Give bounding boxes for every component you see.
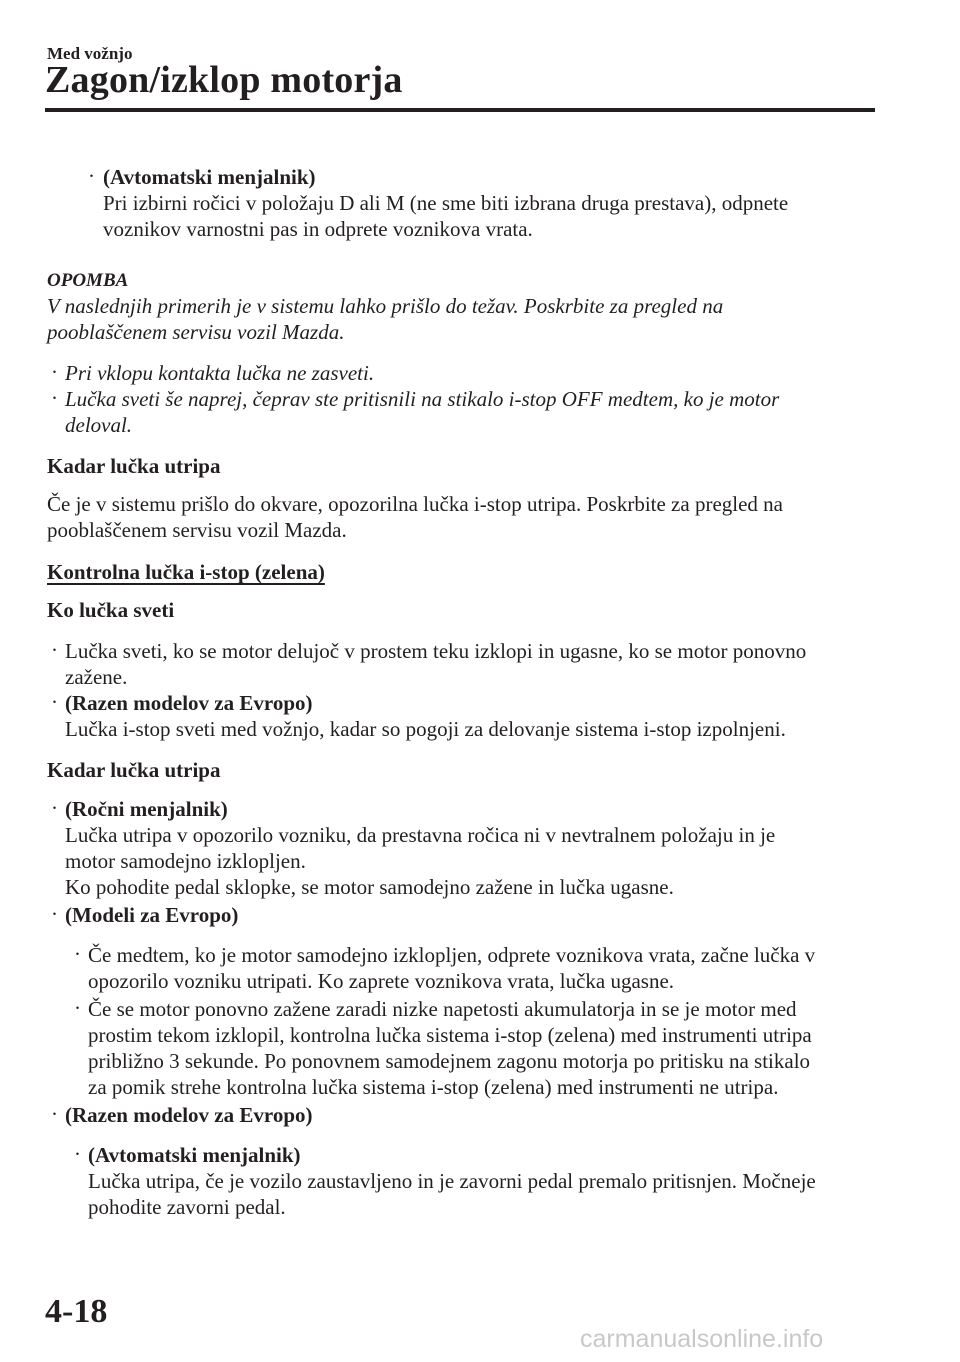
bullet-dot: · xyxy=(51,638,58,662)
bullet-line: Ko pohodite pedal sklopke, se motor samodejno zažene in lučka ugasne. xyxy=(65,875,674,899)
bullet-dot: · xyxy=(74,996,81,1020)
paragraph-line: Če je v sistemu prišlo do okvare, opozorilna lučka i-stop utripa. Poskrbite za pregled na xyxy=(47,492,783,516)
title-divider xyxy=(45,108,875,112)
bullet-line: Lučka sveti, ko se motor delujoč v prostem teku izklopi in ugasne, ko se motor ponovno xyxy=(65,639,807,663)
page-number: 4-18 xyxy=(45,1293,108,1330)
note-line: pooblaščenem servisu vozil Mazda. xyxy=(47,320,345,344)
bullet-line: Lučka i-stop sveti med vožnjo, kadar so pogoji za delovanje sistema i-stop izpolnjeni. xyxy=(65,717,786,741)
sub-bullet-line: Če se motor ponovno zažene zaradi nizke napetosti akumulatorja in se je motor med xyxy=(88,997,797,1021)
bullet-label: (Razen modelov za Evropo) xyxy=(65,691,313,715)
note-line: V naslednjih primerih je v sistemu lahko prišlo do težav. Poskrbite za pregled na xyxy=(47,294,724,318)
note-bullet-line: Lučka sveti še naprej, čeprav ste pritisnili na stikalo i-stop OFF medtem, ko je motor xyxy=(65,387,780,411)
section-label: Med vožnjo xyxy=(47,44,133,63)
bullet-label: (Ročni menjalnik) xyxy=(65,797,228,821)
sub-bullet-line: pohodite zavorni pedal. xyxy=(88,1195,286,1219)
watermark: carmanualsonline.info xyxy=(580,1325,824,1353)
sub-bullet-line: Če medtem, ko je motor samodejno izklopljen, odprete voznikova vrata, začne lučka v xyxy=(88,943,816,967)
bullet-dot: · xyxy=(88,164,95,188)
bullet-dot: · xyxy=(74,942,81,966)
note-label: OPOMBA xyxy=(47,270,129,291)
section-heading: Ko lučka sveti xyxy=(47,598,175,622)
bullet-dot: · xyxy=(51,360,58,384)
bullet-label: (Modeli za Evropo) xyxy=(65,903,239,927)
paragraph-line: pooblaščenem servisu vozil Mazda. xyxy=(47,518,347,542)
bullet-dot: · xyxy=(51,796,58,820)
sub-bullet-line: Lučka utripa, če je vozilo zaustavljeno in je zavorni pedal premalo pritisnjen. Močneje xyxy=(88,1169,816,1193)
note-bullet-line: deloval. xyxy=(65,413,133,437)
bullet-dot: · xyxy=(51,386,58,410)
top-item-line: Pri izbirni ročici v položaju D ali M (ne sme biti izbrana druga prestava), odpnete xyxy=(103,191,789,215)
section-heading: Kadar lučka utripa xyxy=(47,454,221,478)
sub-bullet-line: opozorilo vozniku utripati. Ko zaprete voznikova vrata, lučka ugasne. xyxy=(88,969,675,993)
bullet-line: Lučka utripa v opozorilo vozniku, da prestavna ročica ni v nevtralnem položaju in je xyxy=(65,823,776,847)
sub-bullet-line: za pomik strehe kontrolna lučka sistema i-stop (zelena) med instrumenti ne utripa. xyxy=(88,1075,779,1099)
sub-bullet-line: približno 3 sekunde. Po ponovnem samodejnem zagonu motorja po pritisku na stikalo xyxy=(88,1049,811,1073)
bullet-label: (Razen modelov za Evropo) xyxy=(65,1103,313,1127)
bullet-dot: · xyxy=(51,902,58,926)
section-heading: Kadar lučka utripa xyxy=(47,758,221,782)
bullet-dot: · xyxy=(51,1102,58,1126)
note-bullet-line: Pri vklopu kontakta lučka ne zasveti. xyxy=(65,361,375,385)
sub-bullet-line: prostim tekom izklopil, kontrolna lučka sistema i-stop (zelena) med instrumenti utripa xyxy=(88,1023,812,1047)
page-title: Zagon/izklop motorja xyxy=(45,59,403,101)
top-item-line: voznikov varnostni pas in odprete voznikova vrata. xyxy=(103,217,533,241)
sub-bullet-label: (Avtomatski menjalnik) xyxy=(88,1143,301,1167)
bullet-line: zažene. xyxy=(65,665,128,689)
top-item-label: (Avtomatski menjalnik) xyxy=(103,165,316,189)
indicator-heading: Kontrolna lučka i-stop (zelena) xyxy=(47,560,325,584)
bullet-line: motor samodejno izklopljen. xyxy=(65,849,306,873)
bullet-dot: · xyxy=(74,1142,81,1166)
bullet-dot: · xyxy=(51,690,58,714)
